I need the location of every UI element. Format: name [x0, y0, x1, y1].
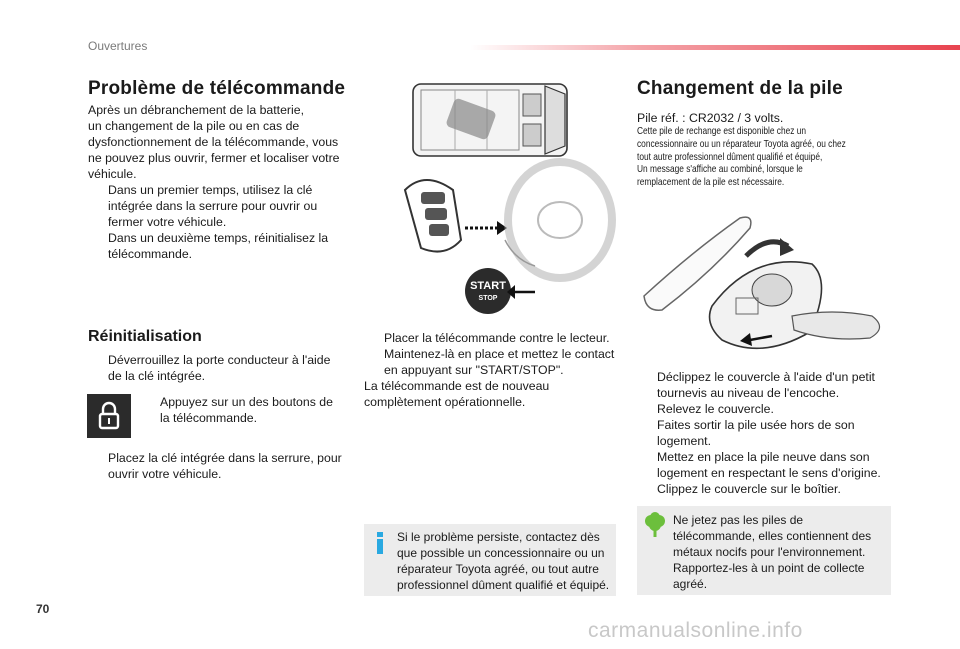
list-item: Dans un premier temps, utilisez la clé intégrée dans la serrure pour ouvrir ou fermer votre véhicule.	[108, 183, 318, 229]
battery-steps	[637, 369, 897, 497]
reinit-step-2: Appuyez sur un des boutons de la télécommande.	[160, 395, 333, 425]
left-intro	[88, 102, 348, 262]
intro-line: dysfonctionnement de la télécommande, vous	[88, 135, 339, 149]
list-item: Dans un deuxième temps, réinitialisez la télécommande.	[108, 231, 329, 261]
page-number: 70	[36, 602, 50, 616]
list-item: Mettez en place la pile neuve dans son logement en respectant le sens d'origine.	[657, 450, 881, 480]
van-top-view	[413, 84, 567, 156]
remote-key-drawing	[405, 180, 461, 252]
list-item: Clippez le couvercle sur le boîtier.	[657, 482, 841, 496]
intro-line: un changement de la pile ou en cas de	[88, 119, 300, 133]
key-body-drawing	[710, 262, 822, 349]
key-reader-illustration	[395, 80, 625, 315]
intro-line: Après un débranchement de la batterie,	[88, 103, 305, 117]
header-accent-bar	[470, 45, 960, 50]
battery-ref: Pile réf. : CR2032 / 3 volts.	[637, 111, 784, 125]
start-label: START	[470, 280, 506, 292]
section-label: Ouvertures	[88, 39, 148, 53]
list-item: Maintenez-là en place et mettez le contact en appuyant sur "START/STOP".	[384, 347, 615, 377]
battery-availability-note: Cette pile de rechange est disponible chez un concessionnaire ou un réparateur Toyota agréé, ou chez tout autre professionnel dûment qualifié et équipé, Un message s'affiche au combiné, lorsque le remplacement de la pile est nécessaire.	[637, 126, 846, 189]
list-item: Relevez le couvercle.	[657, 402, 774, 416]
reinit-step-1: Déverrouillez la porte conducteur à l'aide de la clé intégrée.	[108, 353, 331, 383]
eco-note: Ne jetez pas les piles de télécommande, elles contiennent des métaux nocifs pour l'environnement. Rapportez-les à un point de collecte agréé.	[637, 506, 891, 595]
lock-icon	[87, 394, 131, 438]
intro-line: ne pouvez plus ouvrir, fermer et localiser votre	[88, 151, 340, 165]
tree-icon	[643, 512, 667, 538]
intro-line: véhicule.	[88, 167, 137, 181]
right-title: Changement de la pile	[637, 78, 843, 99]
middle-steps: Placer la télécommande contre le lecteur. Maintenez-là en place et mettez le contact en appuyant sur "START/STOP". La télécommande est de nouveau complètement opérationnelle.	[364, 330, 619, 410]
battery-change-illustration	[632, 212, 892, 360]
list-item: Déclippez le couvercle à l'aide d'un petit tournevis au niveau de l'encoche.	[657, 370, 875, 400]
reinit-title: Réinitialisation	[88, 328, 202, 345]
list-item: Placer la télécommande contre le lecteur.	[384, 331, 610, 345]
start-stop-button-icon	[465, 268, 511, 314]
info-note: Si le problème persiste, contactez dès que possible un concessionnaire ou un réparateur Toyota agréé, ou tout autre professionnel dûment qualifié et équipé.	[364, 524, 616, 596]
watermark: carmanualsonline.info	[588, 619, 803, 642]
steering-wheel-drawing	[505, 162, 612, 278]
info-icon	[374, 532, 386, 554]
left-title: Problème de télécommande	[88, 78, 346, 99]
lock-button-icon	[87, 394, 131, 438]
list-item: Faites sortir la pile usée hors de son logement.	[657, 418, 855, 448]
stop-label: STOP	[478, 295, 498, 302]
reinit-step-3: Placez la clé intégrée dans la serrure, pour ouvrir votre véhicule.	[108, 451, 342, 481]
